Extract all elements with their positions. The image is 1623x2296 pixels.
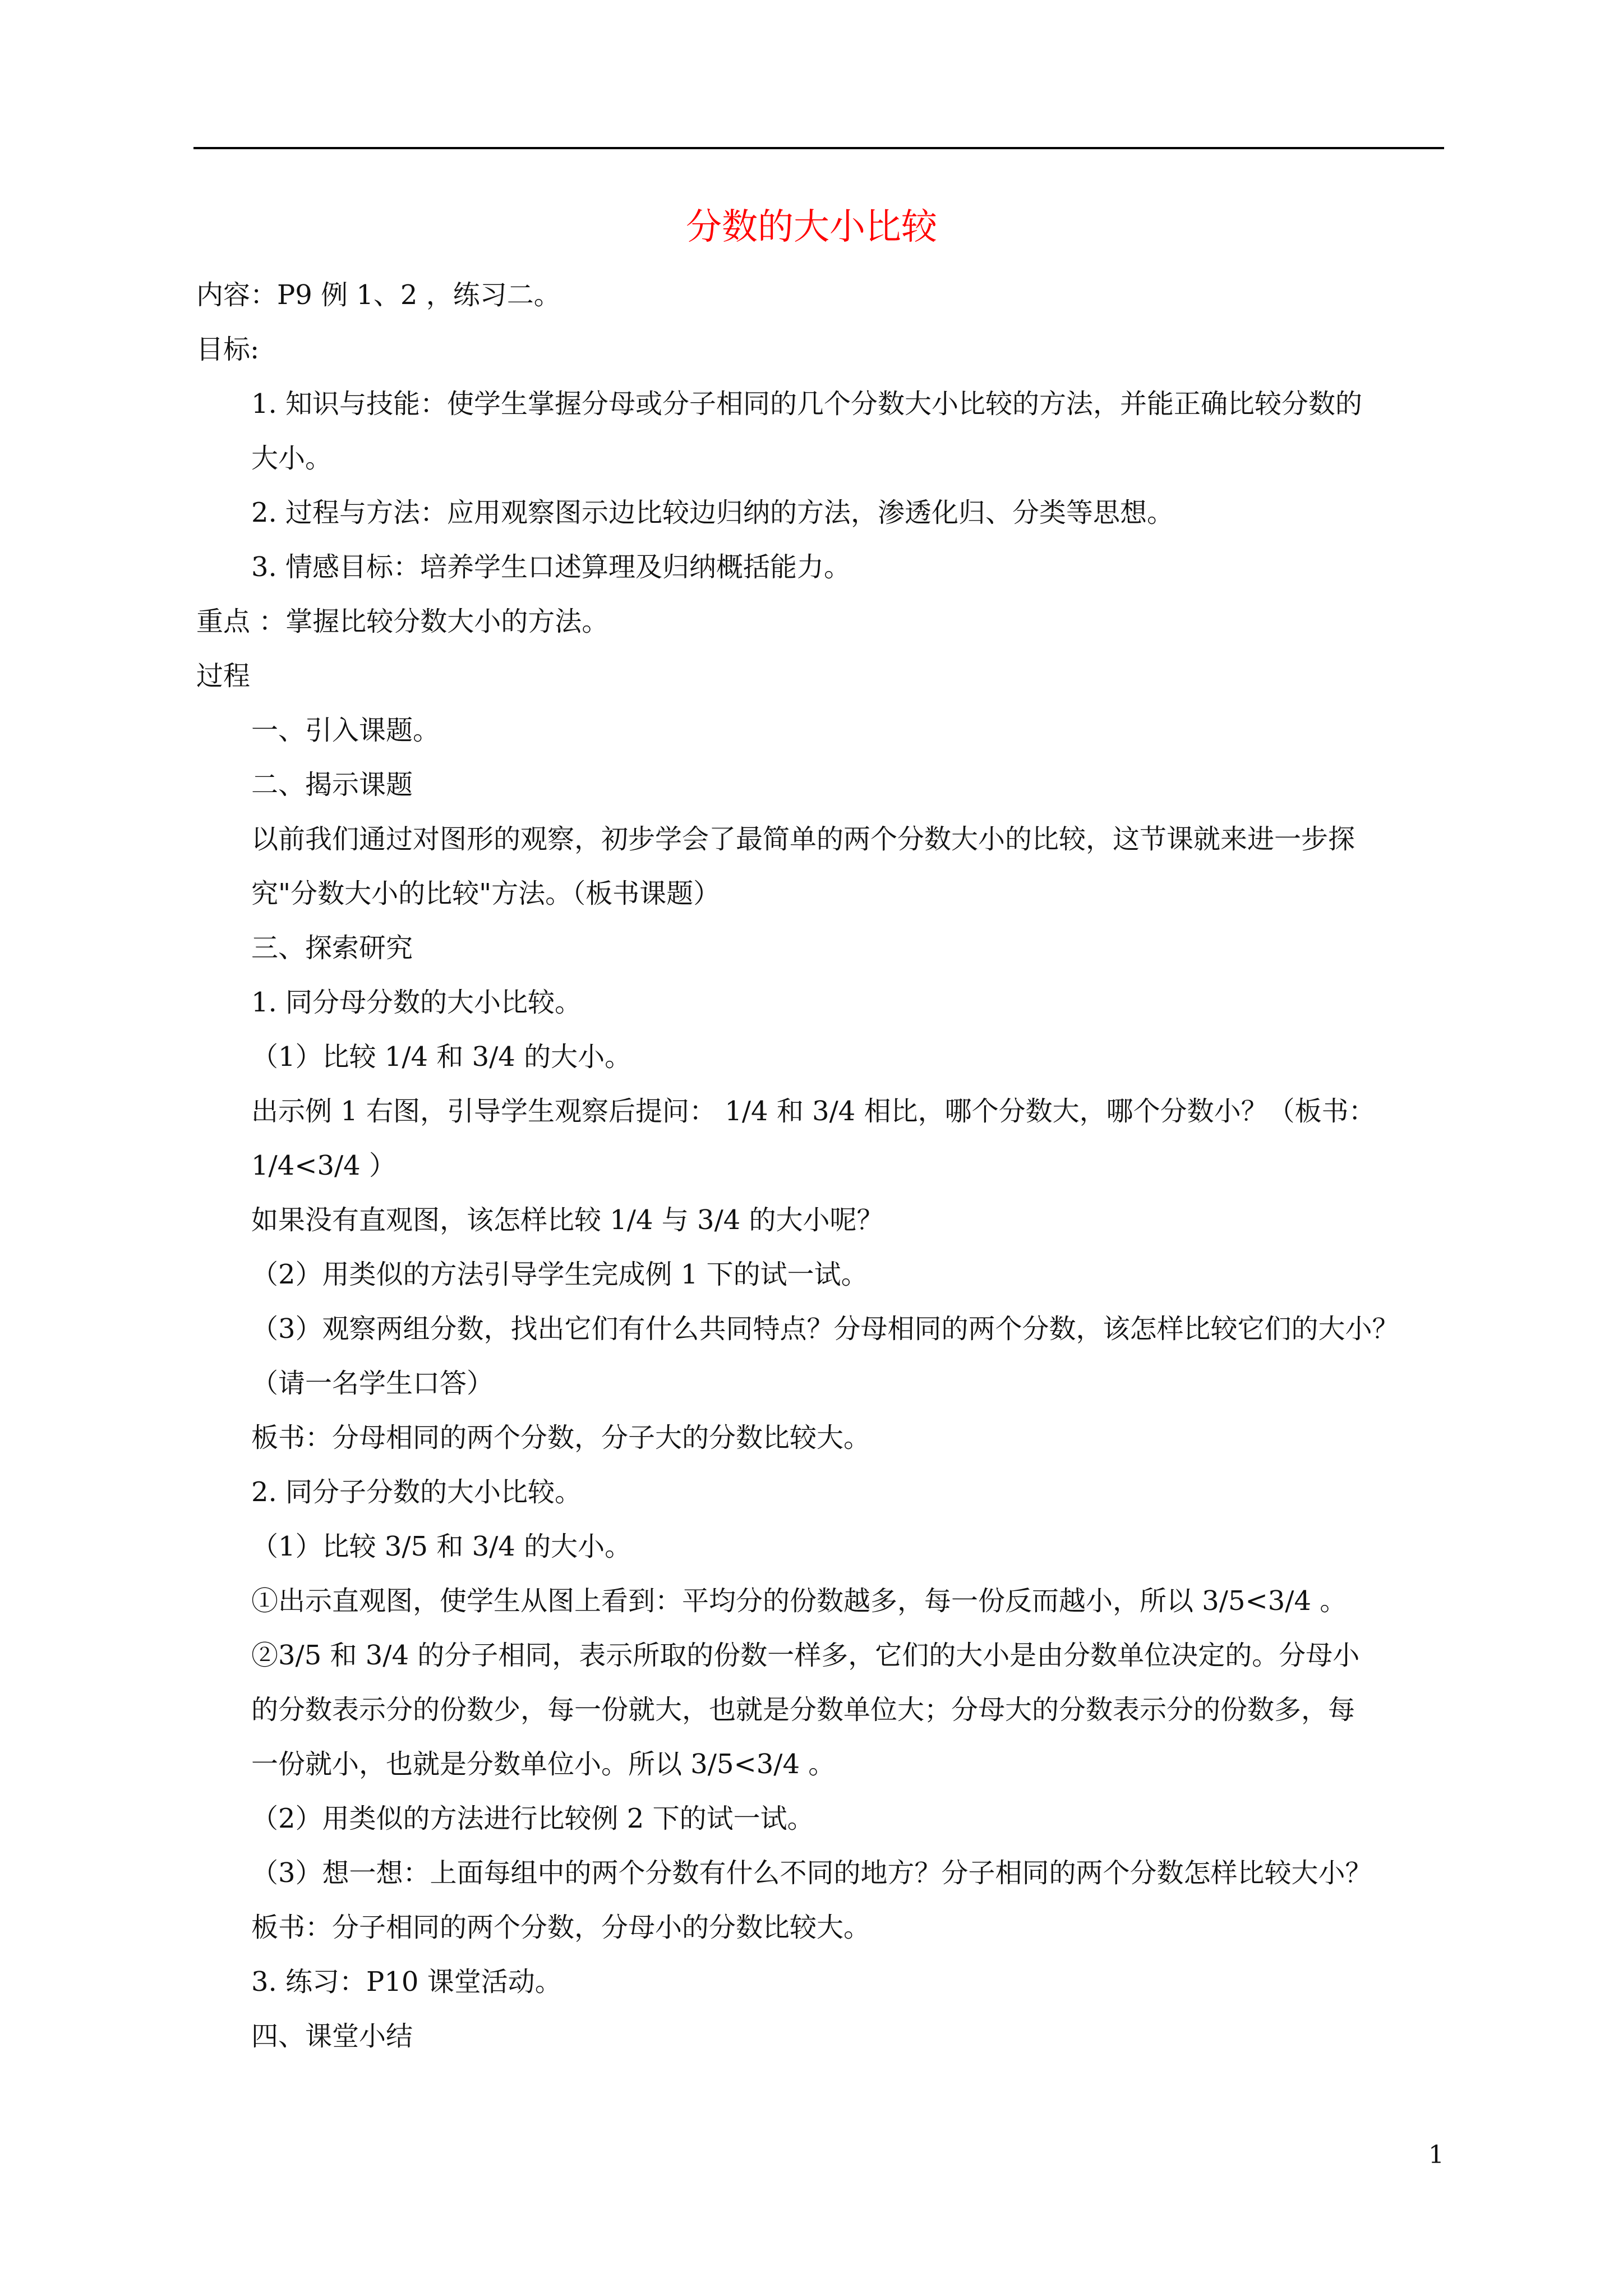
text-line: 三、探索研究 (251, 932, 413, 964)
text-line: 板书：分母相同的两个分数，分子大的分数比较大。 (251, 1422, 871, 1453)
text-line: 1/4<3/4 ） (251, 1150, 396, 1181)
document-body (196, 268, 1444, 2064)
text-line: 一、引入课题。 (251, 715, 440, 746)
text-line: 一份就小，也就是分数单位小。所以 3/5<3/4 。 (251, 1749, 836, 1780)
text-line: 二、揭示课题 (251, 769, 413, 800)
text-line: ②3/5 和 3/4 的分子相同，表示所取的份数一样多，它们的大小是由分数单位决定的。分母小 (251, 1640, 1360, 1671)
text-line: （2）用类似的方法进行比较例 2 下的试一试。 (251, 1803, 814, 1834)
text-line: （2）用类似的方法引导学生完成例 1 下的试一试。 (251, 1259, 868, 1290)
text-line: 四、课堂小结 (251, 2021, 413, 2052)
text-line: （3）想一想：上面每组中的两个分数有什么不同的地方？分子相同的两个分数怎样比较大小？ (251, 1857, 1372, 1889)
text-line: 过程 (196, 660, 251, 692)
text-line: （3）观察两组分数，找出它们有什么共同特点？分母相同的两个分数，该怎样比较它们的大小？ (251, 1313, 1399, 1345)
text-line: 2. 同分子分数的大小比较。 (251, 1476, 582, 1508)
text-line: （1）比较 3/5 和 3/4 的大小。 (251, 1531, 632, 1562)
text-line: ①出示直观图，使学生从图上看到：平均分的份数越多，每一份反而越小，所以 3/5<3/4 。 (251, 1585, 1347, 1617)
text-line: 大小。 (251, 443, 333, 474)
text-line: 内容：P9 例 1、2 ，练习二。 (196, 279, 561, 311)
text-line: 出示例 1 右图，引导学生观察后提问： 1/4 和 3/4 相比，哪个分数大，哪个分数小？（板书： (251, 1096, 1376, 1127)
text-line: 如果没有直观图，该怎样比较 1/4 与 3/4 的大小呢？ (251, 1204, 884, 1236)
text-line: 究"分数大小的比较"方法。（板书课题） (251, 878, 721, 909)
text-line: 重点 ：掌握比较分数大小的方法。 (196, 606, 609, 637)
page-title: 分数的大小比较 (686, 206, 937, 248)
text-line: 1. 同分母分数的大小比较。 (251, 987, 582, 1018)
text-line: 1. 知识与技能：使学生掌握分母或分子相同的几个分数大小比较的方法，并能正确比较分数的 (251, 388, 1363, 420)
text-line: （请一名学生口答） (251, 1368, 494, 1399)
text-line: 2. 过程与方法：应用观察图示边比较边归纳的方法，渗透化归、分类等思想。 (251, 497, 1174, 528)
header-rule (193, 147, 1444, 149)
text-line: （1）比较 1/4 和 3/4 的大小。 (251, 1041, 632, 1073)
text-line: 的分数表示分的份数少，每一份就大，也就是分数单位大；分母大的分数表示分的份数多，每 (251, 1694, 1355, 1726)
text-line: 板书：分子相同的两个分数，分母小的分数比较大。 (251, 1912, 871, 1943)
text-line: 以前我们通过对图形的观察，初步学会了最简单的两个分数大小的比较，这节课就来进一步探 (251, 823, 1355, 855)
text-line: 目标: (196, 334, 260, 365)
page-number: 1 (1428, 2141, 1444, 2169)
text-line: 3. 情感目标：培养学生口述算理及归纳概括能力。 (251, 551, 851, 583)
text-line: 3. 练习：P10 课堂活动。 (251, 1966, 562, 1998)
